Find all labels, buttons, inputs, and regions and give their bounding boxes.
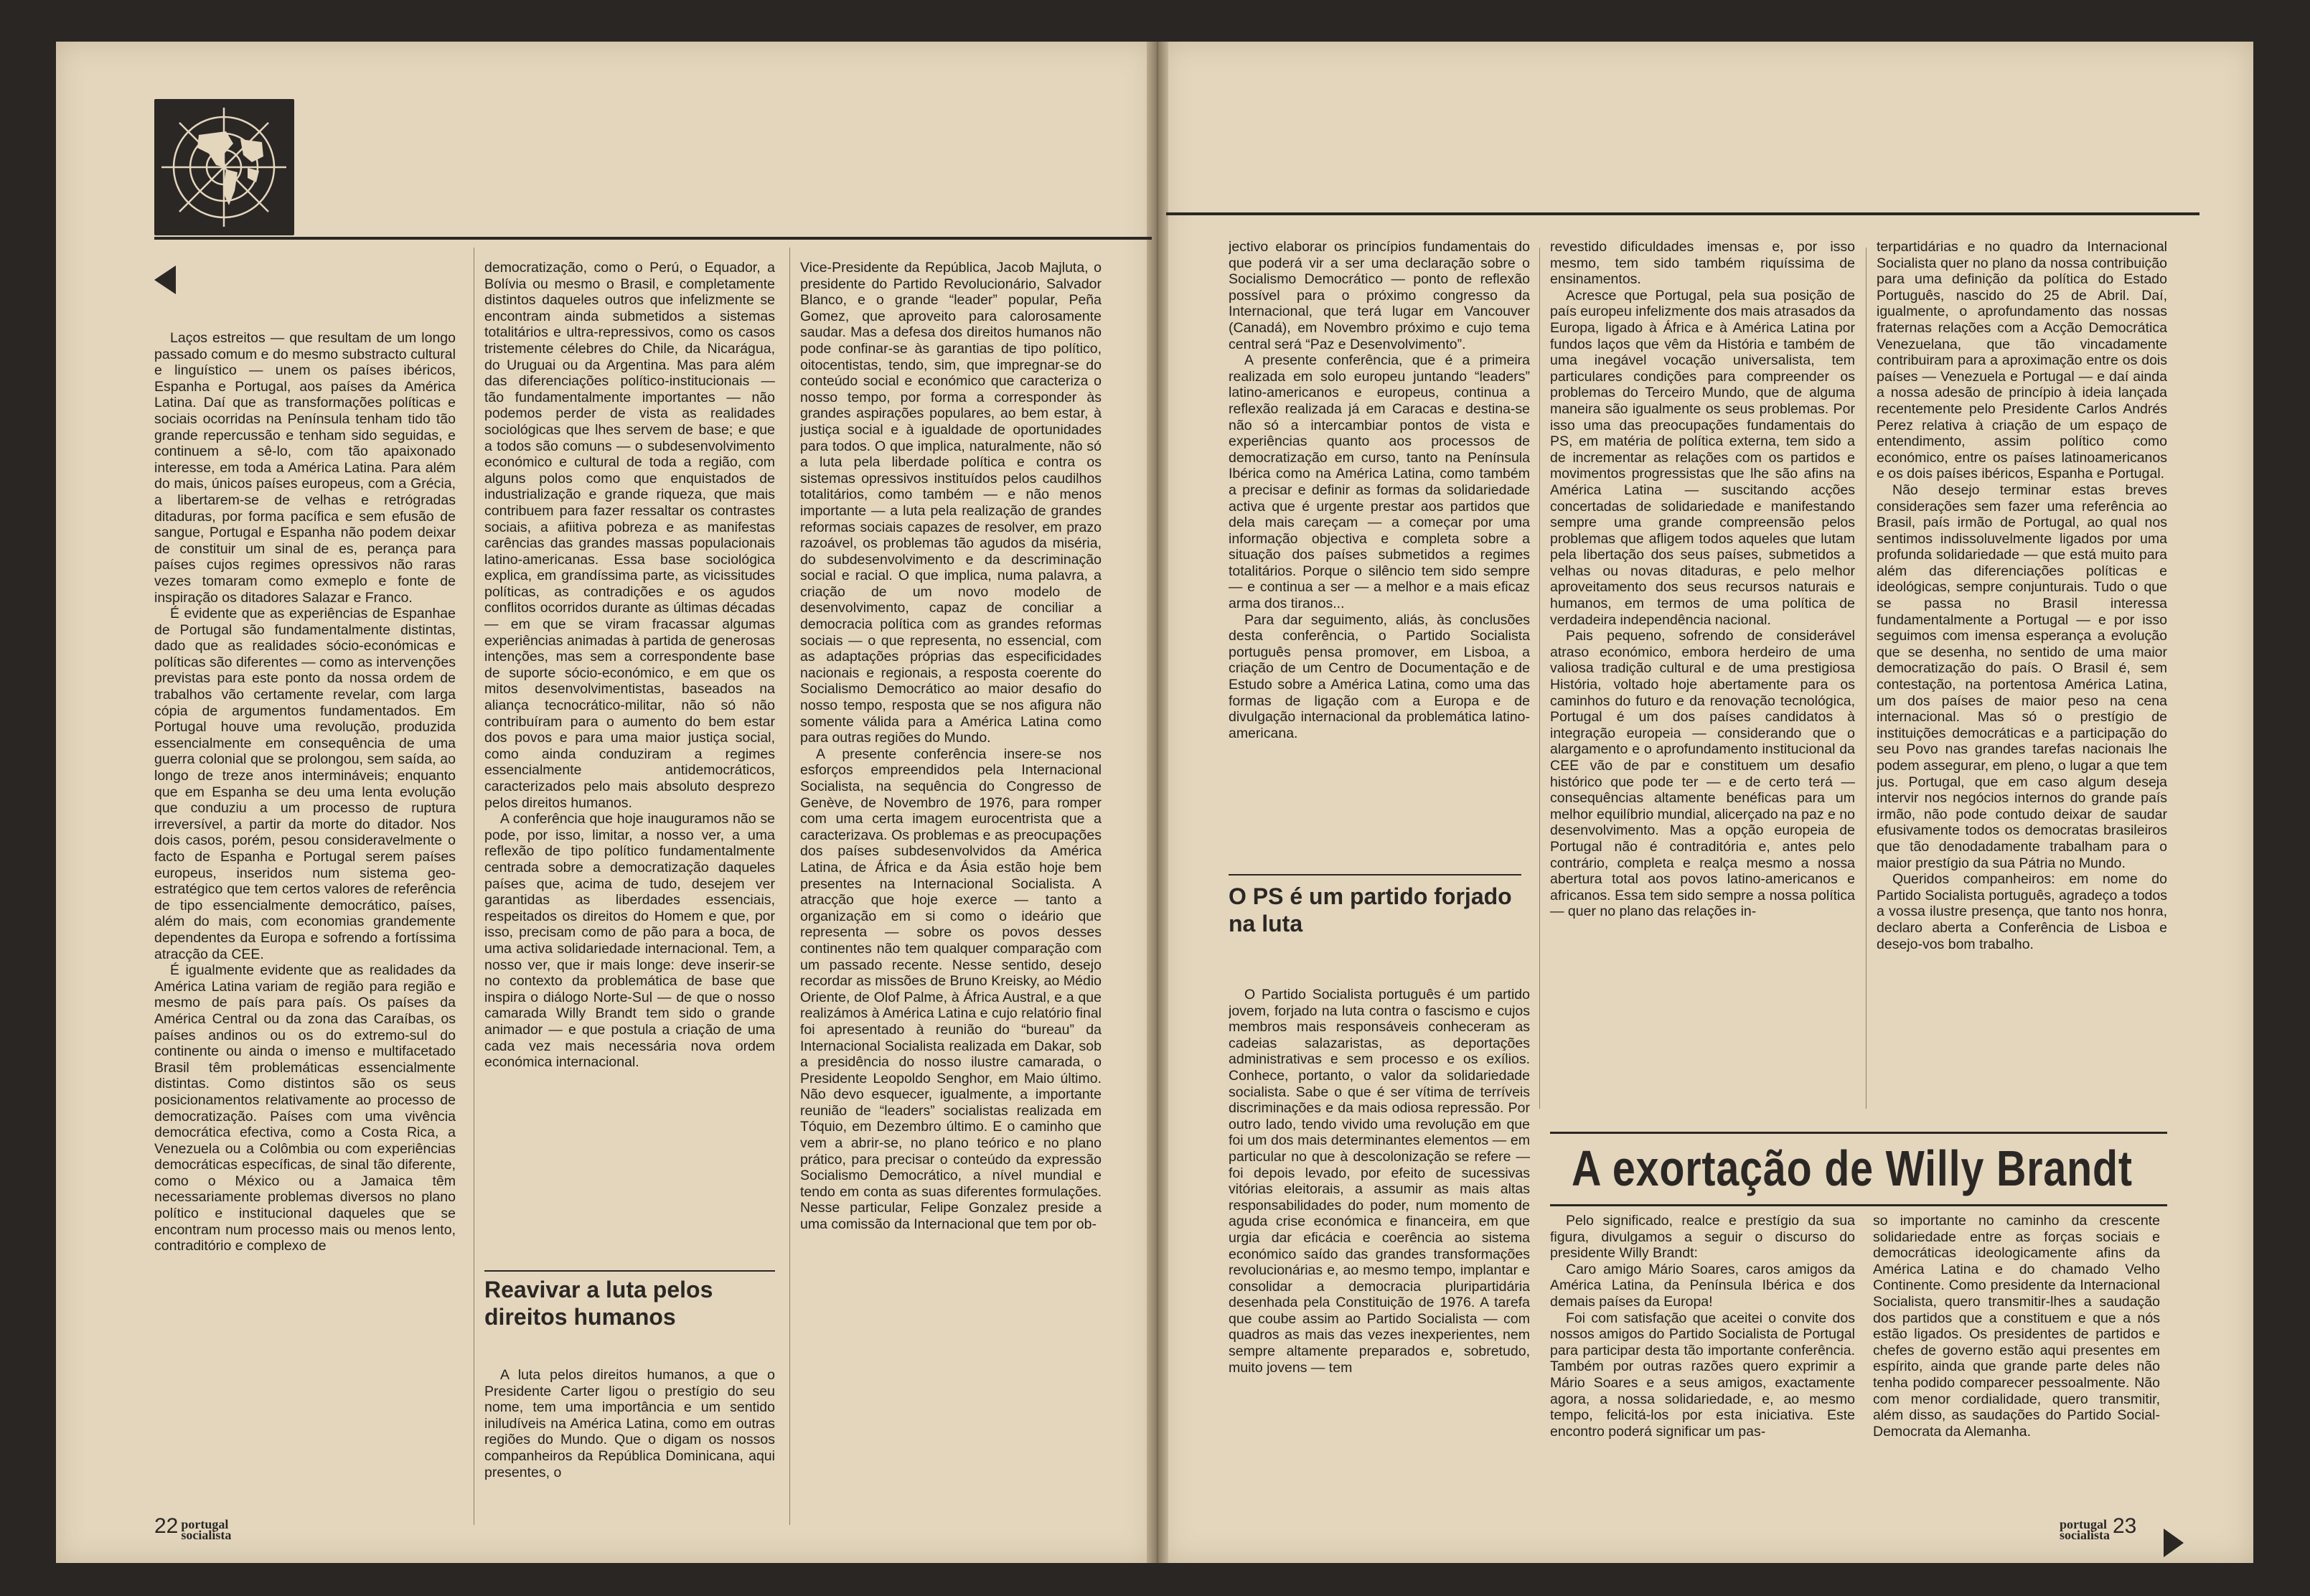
paragraph: Queridos companheiros: em nome do Partido Socialista português, agradeço a todos a vossa ilustre presença, que tanto nos honra, declaro aberta a Conferência de Lisboa e desejo-vos bom trabalho. bbox=[1877, 871, 2167, 952]
right-subhead: O PS é um partido forjado na luta bbox=[1229, 883, 1512, 937]
right-page-column-3 bbox=[1877, 239, 2167, 1111]
right-page-column-2 bbox=[1550, 239, 1855, 1111]
left-page-column-2b bbox=[484, 1367, 775, 1521]
paragraph: Vice-Presidente da República, Jacob Majluta, o presidente do Partido Revolucionário, Salvador Blanco, e o grande “leader” popular, Peña Gomez, que aproveito para calorosamente saudar. Mas a defesa dos direitos humanos não pode confinar-se às garantias de tipo político, oitocentistas, tendo, sim, que impregnar-se do conteúdo social e económico que caracteriza o nosso tempo, por forma a corresponder às grandes aspirações populares, ao bem estar, à justiça social e à igualdade de oportunidades para todos. O que implica, naturalmente, não só a luta pela liberdade política e contra os sistemas opressivos instituídos pelos caudilhos totalitários, como também — e não menos importante — a luta pela realização de grandes reformas sociais capazes de resolver, em prazo razoável, os problemas tão agudos da miséria, do subdesenvolvimento e da descriminação social e racial. O que implica, numa palavra, a criação de um novo modelo de desenvolvimento, capaz de conciliar a democracia política com as grandes reformas sociais — o que representa, no essencial, com as adaptações próprias das especificidades nacionais e regionais, a resposta coerente do Socialismo Democrático ao maior desafio do nosso tempo, resposta que se nos afigura não somente válida para a América Latina como para outras regiões do Mundo. bbox=[800, 260, 1102, 746]
right-column-rule-1 bbox=[1539, 248, 1540, 1109]
continue-left-arrow-icon bbox=[154, 266, 176, 294]
paragraph: jectivo elaborar os princípios fundamentais do que poderá vir a ser uma declaração sobre o Socialismo Democrático — ponto de reflexão possível para o próximo congresso da Internacional, que terá lugar em Vancouver (Canadá), em Novembro próximo e cujo tema central será “Paz e Desenvolvimento”. bbox=[1229, 239, 1530, 352]
paragraph: É igualmente evidente que as realidades da América Latina variam de região para região e mesmo de país para país. Os países da América Central ou da zona das Caraíbas, os países andinos ou os do extremo-sul do continente ou ainda o imenso e multifacetado Brasil têm problemáticas essencialmente distintas. Como distintos são os seus posicionamentos relativamente ao processo de democratização. Países com uma vivência democrática efectiva, como a Costa Rica, a Venezuela ou a Colômbia ou com experiências democráticas específicas, de sinal tão diferente, como o México ou a Jamaica têm necessariamente problemas diversos no plano político e institucional daqueles que se encontram num processo mais ou menos lento, contraditório e complexo de bbox=[154, 962, 456, 1254]
continue-right-arrow-icon bbox=[2164, 1529, 2184, 1557]
paragraph: Laços estreitos — que resultam de um longo passado comum e do mesmo substracto cultural e linguístico — unem os países ibéricos, Espanha e Portugal, aos países da América Latina. Daí que as transformações políticas e sociais ocorridas na Península tenham tido tão grande repercussão e tenham sido seguidas, e continuem a sê-lo, com tão apaixonado interesse, em toda a América Latina. Para além do mais, únicos países europeus, com a Grécia, a libertarem-se de velhas e retrógradas ditaduras, por forma pacífica e sem efusão de sangue, Portugal e Espanha não podem deixar de constituir um sinal de es, perança para países cujos regimes opressivos não raras vezes tomaram como exmeplo e fonte de inspiração os ditadores Salazar e Franco. bbox=[154, 330, 456, 606]
paragraph: Pais pequeno, sofrendo de considerável atraso económico, embora herdeiro de uma valiosa tradição cultural e de uma prestigiosa História, voltado hoje abertamente para os caminhos do futuro e da renovação tecnológica, Portugal é um dos países candidatos à integração europeia — considerando que o alargamento e o aprofundamento institucional da CEE vão de par e constituem um desafio histórico que pode ter — e de certo terá — consequências altamente benéficas para um melhor equilíbrio mundial, alicerçado na paz e no desenvolvimento. Mas a opção europeia de Portugal não é contraditória e, antes pelo contrário, completa e realça mesmo a nossa abertura total aos povos latino-americanos e africanos. Essa tem sido sempre a nossa política — quer no plano das relações in- bbox=[1550, 628, 1855, 920]
paragraph: Pelo significado, realce e prestígio da sua figura, divulgamos a seguir o discurso do presidente Willy Brandt: bbox=[1550, 1213, 1855, 1262]
globe-icon bbox=[154, 99, 294, 235]
paragraph: democratização, como o Perú, o Equador, a Bolívia ou mesmo o Brasil, e completamente distintos daqueles outros que infelizmente se encontram ainda submetidos a sistemas totalitários e ultra-repressivos, como os casos tristemente célebres do Chile, da Nicarágua, do Uruguai ou da Argentina. Mas para além das diferenciações político-institucionais — tão fundamentalmente importantes — não podemos perder de vista as realidades sociológicas que lhes servem de base; e que a todos são comuns — o subdesenvolvimento económico e cultural de toda a região, com alguns polos como que enquistados de industrialização e grande riqueza, que mais contribuem para fazer ressaltar os contrastes sociais, a afiitiva pobreza e as manifestas carências das grandes massas populacionais latino-americanas. Essa base sociológica explica, em grandíssima parte, as vicissitudes políticas, as contradições e os agudos conflitos ocorridos durante as últimas décadas — em que se viram fracassar algumas experiências animadas à partida de generosas intenções, mas sem a correspondente base de suporte sócio-económico, e em que os mitos desenvolvimentistas, baseados na aliança tecnocrático-militar, não só não contribuíram para o aumento do bem estar dos povos e para uma maior justiça social, como ainda conduziram a regimes essencialmente antidemocráticos, caracterizados pelo mais absoluto desprezo pelos direitos humanos. bbox=[484, 260, 775, 811]
right-column-rule-2 bbox=[1866, 248, 1867, 1109]
paragraph: A luta pelos direitos humanos, a que o Presidente Carter ligou o prestígio do seu nome, tem uma importância e um sentido iniludíveis na América Latina, como em outras regiões do Mundo. Que o digam os nossos companheiros da República Dominicana, aqui presentes, o bbox=[484, 1367, 775, 1480]
paragraph: O Partido Socialista português é um partido jovem, forjado na luta contra o fascismo e cujos membros mais responsáveis conheceram as cadeias salazaristas, as deportações administrativas e sem processo e os exílios. Conhece, portanto, o valor da solidariedade socialista. Sabe o que é ser vítima de terríveis discriminações e da mais odiosa repressão. Por outro lado, tendo vivido uma revolução em que foi um dos mais determinantes elementos — em particular no que à descolonização se refere — foi depois levado, por efeito de sucessivas vitórias eleitorais, a assumir as mais altas responsabilidades do poder, num momento de aguda crise económica e financeira, em que urgia dar eficácia e coerência ao sistema económico saído das grandes transformações revolucionárias e, ao mesmo tempo, implantar e consolidar a democracia pluripartidária desenhada pela Constituição de 1976. A tarefa que coube assim ao Partido Socialista — com quadros as mais das vezes inexperientes, nem sempre altamente preparados e, sobretudo, muito jovens — tem bbox=[1229, 987, 1530, 1376]
paragraph: Acresce que Portugal, pela sua posição de país europeu infelizmente dos mais atrasados da Europa, ligado à África e à América Latina por fundos laços que vêm da História e também de uma inegável vocação universalista, tem particulares condições para compreender os problemas do Terceiro Mundo, que de alguma maneira são igualmente os seus problemas. Por isso uma das preocupações fundamentais do PS, em matéria de política externa, tem sido a de incrementar as relações com os partidos e movimentos progressistas que lhe são afins na América Latina — suscitando acções concertadas de solidariedade e manifestando sempre uma grande compreensão pelos problemas que afligem todos aqueles que lutam pela libertação dos seus países, submetidos a velhas ou novas ditaduras, e pelo melhor aproveitamento dos seus recursos naturais e humanos, em termos de uma política de verdadeira independência nacional. bbox=[1550, 287, 1855, 628]
subhead-rule-right bbox=[1229, 874, 1521, 876]
paragraph: Para dar seguimento, aliás, às conclusões desta conferência, o Partido Socialista português pensa promover, em Lisboa, a criação de um Centro de Documentação e de Estudo sobre a América Latina, como uma das formas de ligação com a Europa e de divulgação internacional da problemática latino-americana. bbox=[1229, 611, 1530, 741]
article-headline: A exortação de Willy Brandt bbox=[1572, 1140, 2133, 1196]
magazine-spine bbox=[1147, 42, 1168, 1563]
globe-logo bbox=[154, 99, 294, 235]
paragraph: Não desejo terminar estas breves considerações sem fazer uma referência ao Brasil, país irmão de Portugal, ao qual nos sentimos indissoluvelmente ligados por uma profunda solidariedade — que está muito para além das diferenciações políticas e ideológicas, sempre conjunturais. Tudo o que se passa no Brasil interessa fundamentalmente a Portugal — e por isso seguimos com imensa esperança a evolução que se desenha, no sentido de uma maior democratização do país. O Brasil é, sem contestação, na portentosa América Latina, um dos países de maior peso na cena internacional. Mas só o prestígio de instituições democráticas e a participação do seu Povo nas grandes tarefas nacionais lhe podem assegurar, em pleno, o lugar a que tem jus. Portugal, que em caso algum deseja intervir nos negócios internos do grande país irmão, não pode contudo deixar de saudar efusivamente todos os democratas brasileiros que tão denodadamente trabalham para o maior prestígio da sua Pátria no Mundo. bbox=[1877, 482, 2167, 871]
left-header-rule bbox=[154, 237, 1152, 240]
right-page-column-1b bbox=[1229, 987, 1530, 1521]
paragraph: terpartidárias e no quadro da Internacional Socialista quer no plano da nossa contribuição para uma definição da política do Estado Português, nascido do 25 de Abril. Daí, igualmente, o aprofundamento das nossas fraternas relações com a Acção Democrática Venezuelana, que tão vincadamente contribuiram para a aproximação entre os dois países — Venezuela e Portugal — e daí ainda a nossa adesão de princípio à ideia lançada recentemente pelo Presidente Carlos Andrés Perez relativa à criação de um espaço de entendimento, assim político como económico, entre os países latinoamericanos e os dois países ibéricos, Espanha e Portugal. bbox=[1877, 239, 2167, 482]
right-header-rule bbox=[1166, 212, 2199, 215]
page-number: 22 bbox=[154, 1514, 179, 1538]
paragraph: Caro amigo Mário Soares, caros amigos da América Latina, da Península Ibérica e dos demais países da Europa! bbox=[1550, 1261, 1855, 1310]
left-column-rule-2 bbox=[789, 248, 790, 1525]
headline-top-rule bbox=[1550, 1132, 2167, 1134]
left-subhead: Reavivar a luta pelos direitos humanos bbox=[484, 1277, 713, 1330]
page-number: 23 bbox=[2113, 1514, 2137, 1538]
brandt-column-2 bbox=[1873, 1213, 2160, 1521]
left-page-column-3 bbox=[800, 260, 1102, 1523]
left-page-column-1 bbox=[154, 330, 456, 1521]
headline-bottom-rule bbox=[1550, 1204, 2167, 1206]
paragraph: revestido dificuldades imensas e, por isso mesmo, tem sido também riquíssima de ensinamentos. bbox=[1550, 239, 1855, 288]
left-page-column-2 bbox=[484, 260, 775, 1263]
right-page-column-1 bbox=[1229, 239, 1530, 867]
paragraph: Foi com satisfação que aceitei o convite dos nossos amigos do Partido Socialista de Portugal para participar desta tão importante conferência. Também por outras razões quero exprimir a Mário Soares e a seus amigos, exactamente agora, a nossa solidariedade, e, ao mesmo tempo, felicitá-los por esta iniciativa. Este encontro poderá significar um pas- bbox=[1550, 1310, 1855, 1440]
paragraph: É evidente que as experiências de Espanhae de Portugal são fundamentalmente distintas, dado que as realidades sócio-económicas e políticas são diferentes — como as intervenções previstas para este ponto da nossa ordem de trabalhos vão certamente revelar, com larga cópia de argumentos fundamentados. Em Portugal houve uma revolução, produzida essencialmente em consequência de uma guerra colonial que se prolongou, sem saída, ao longo de treze anos intermináveis; enquanto que em Espanha se deu uma lenta evolução que conduziu a um processo de ruptura irreversível, a partir da morte do ditador. Nos dois casos, porém, pesou consideravelmente o facto de Espanha e Portugal serem países europeus, inseridos num sistema geo-estratégico que tem certos valores de referência de tipo essencialmente democrático, países, além do mais, com economias grandemente dependentes da Europa e sofrendo a fortíssima atracção da CEE. bbox=[154, 606, 456, 962]
left-page-folio bbox=[154, 1514, 231, 1541]
masthead-logo: portugal socialista bbox=[2060, 1517, 2110, 1543]
paragraph: A presente conferência, que é a primeira realizada em solo europeu juntando “leaders” latino-americanos e europeus, continua a reflexão realizada já em Caracas e destina-se não só a intercambiar pontos de vista e experiências quanto aos processos de democratização em curso, tanto na Península Ibérica como na América Latina, como também a precisar e definir as formas da solidariedade activa que é urgente prestar aos partidos que dela mais careçam — a começar por uma informação objectiva e completa sobre a situação dos países submetidos a regimes totalitários. Porque o silêncio tem sido sempre — e continua a ser — a melhor e a mais eficaz arma dos tiranos... bbox=[1229, 352, 1530, 612]
paragraph: A presente conferência insere-se nos esforços empreendidos pela Internacional Socialista, na sequência do Congresso de Genève, de Novembro de 1976, para romper com uma certa imagem eurocentrista que a caracterizava. Os problemas e as preocupações dos países subdesenvolvidos da América Latina, de África e da Ásia estão hoje bem presentes na Internacional Socialista. A atracção que hoje exerce — tanto a organização em si como o ideário que representa — sobre os povos desses continentes não tem qualquer comparação com um passado recente. Nesse sentido, desejo recordar as missões de Bruno Kreisky, ao Médio Oriente, de Olof Palme, à África Austral, e a que realizámos à América Latina e cujo relatório final foi apresentado à reunião do “bureau” da Internacional Socialista realizada em Dakar, sob a presidência do nosso ilustre camarada, o Presidente Leopoldo Senghor, em Maio último. Não devo esquecer, igualmente, a importante reunião de “leaders” socialistas realizada em Tóquio, em Dezembro último. E o caminho que vem a abrir-se, no plano teórico e no plano prático, para precisar o conteúdo da expressão Socialismo Democrático, a nível mundial e tendo em conta as suas diferentes formulações. Nesse particular, Felipe Gonzalez preside a uma comissão da Internacional que tem por ob- bbox=[800, 746, 1102, 1233]
right-page-folio bbox=[2060, 1514, 2136, 1541]
brandt-column-1 bbox=[1550, 1213, 1855, 1521]
paragraph: A conferência que hoje inauguramos não se pode, por isso, limitar, a nosso ver, a uma reflexão de tipo político fundamentalmente centrada sobre a democratização daqueles países que, acima de tudo, desejem ver garantidas as liberdades essenciais, respeitados os direitos do Homem e que, por isso, precisam como de pão para a boca, de uma activa solidariedade internacional. Tem, a nosso ver, que ir mais longe: deve inserir-se no contexto da problemática de base que inspira o diálogo Norte-Sul — de que o nosso camarada Willy Brandt tem sido o grande animador — e que postula a criação de uma cada vez mais necessária nova ordem económica internacional. bbox=[484, 811, 775, 1071]
paragraph: so importante no caminho da crescente solidariedade entre as forças sociais e democráticas ideologicamente afins da América Latina e do chamado Velho Continente. Como presidente da Internacional Socialista, quero transmitir-lhes a saudação dos partidos que a constituem e que a nós estão ligados. Os presidentes de partidos e chefes de governo estão aqui presentes em espírito, ainda que grande parte deles não tenha podido comparecer pessoalmente. Não com menor cordialidade, quero transmitir, além disso, as saudações do Partido Social-Democrata da Alemanha. bbox=[1873, 1213, 2160, 1440]
subhead-rule-left bbox=[484, 1270, 775, 1272]
masthead-logo: portugal socialista bbox=[181, 1517, 232, 1543]
